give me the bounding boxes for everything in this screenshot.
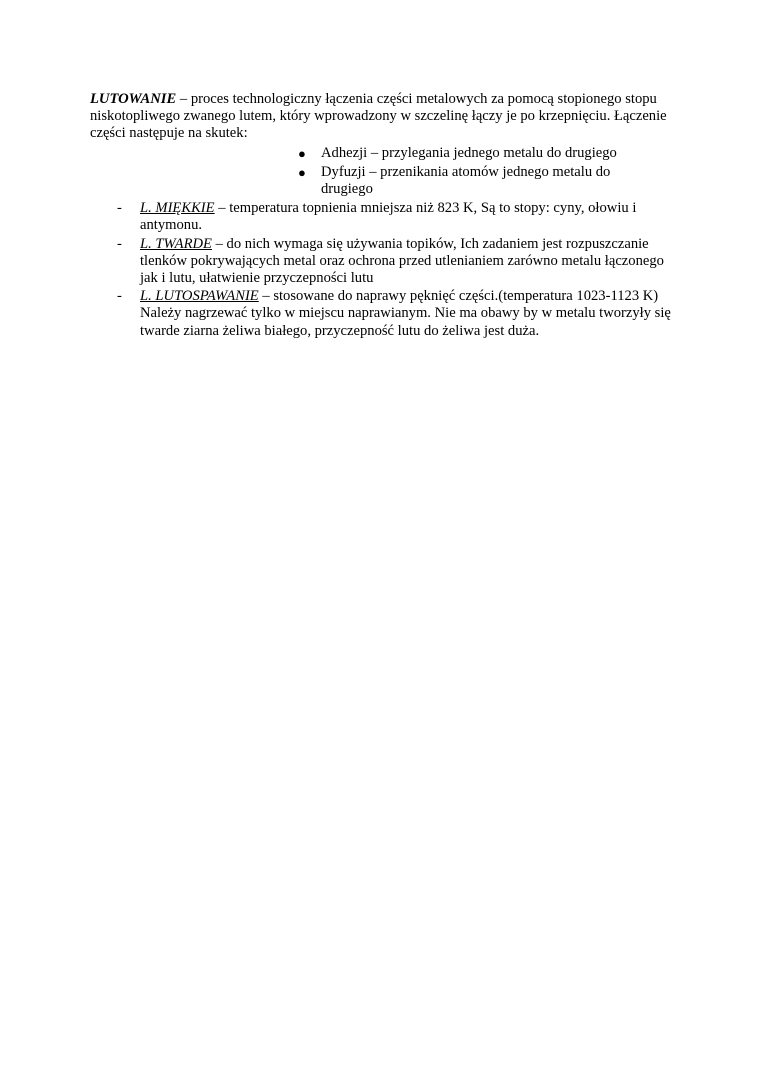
- solder-type-description: – temperatura topnienia mniejsza niż 823 K, Są to stopy: cyny, ołowiu i antymonu.: [140, 200, 637, 234]
- bullet-icon: ●: [298, 164, 306, 180]
- list-item: [296, 164, 641, 198]
- list-item-text: Adhezji – przylegania jednego metalu do drugiego: [321, 144, 617, 161]
- solder-type-term: L. MIĘKKIE: [140, 200, 215, 217]
- solder-type-term: L. LUTOSPAWANIE: [140, 288, 259, 305]
- dash-marker: -: [117, 288, 122, 305]
- solder-types-list: [115, 200, 681, 340]
- list-item: [296, 145, 641, 162]
- solder-type-description: – stosowane do naprawy pęknięć części.(temperatura 1023-1123 K) Należy nagrzewać tylko w miejscu naprawianym. Nie ma obawy by w metalu tworzyły się twarde ziarna żeliwa białego, przyczepność lutu do żeliwa jest duża.: [140, 288, 671, 339]
- solder-type-description: – do nich wymaga się używania topików, Ich zadaniem jest rozpuszczanie tlenków pokrywających metal oraz ochrona przed utlenianiem zarówno metalu łączonego jak i lutu, ułatwienie przyczepności lutu: [140, 235, 664, 287]
- intro-term: LUTOWANIE: [90, 91, 177, 107]
- list-item: [115, 288, 681, 340]
- mechanism-list: [296, 145, 641, 199]
- bullet-icon: ●: [298, 145, 306, 161]
- document-body: [90, 91, 680, 341]
- solder-type-term: L. TWARDE: [140, 235, 212, 252]
- list-item-text: Dyfuzji – przenikania atomów jednego metalu do drugiego: [321, 163, 611, 198]
- dash-marker: -: [117, 235, 122, 252]
- dash-marker: -: [117, 200, 122, 217]
- list-item: [115, 200, 681, 234]
- intro-text: – proces technologiczny łączenia części metalowych za pomocą stopionego stopu niskotopliwego zwanego lutem, który wprowadzony w szczelinę łączy je po krzepnięciu. Łączenie części następuje na skutek:: [90, 91, 667, 142]
- intro-paragraph: [90, 91, 680, 143]
- list-item: [115, 236, 681, 288]
